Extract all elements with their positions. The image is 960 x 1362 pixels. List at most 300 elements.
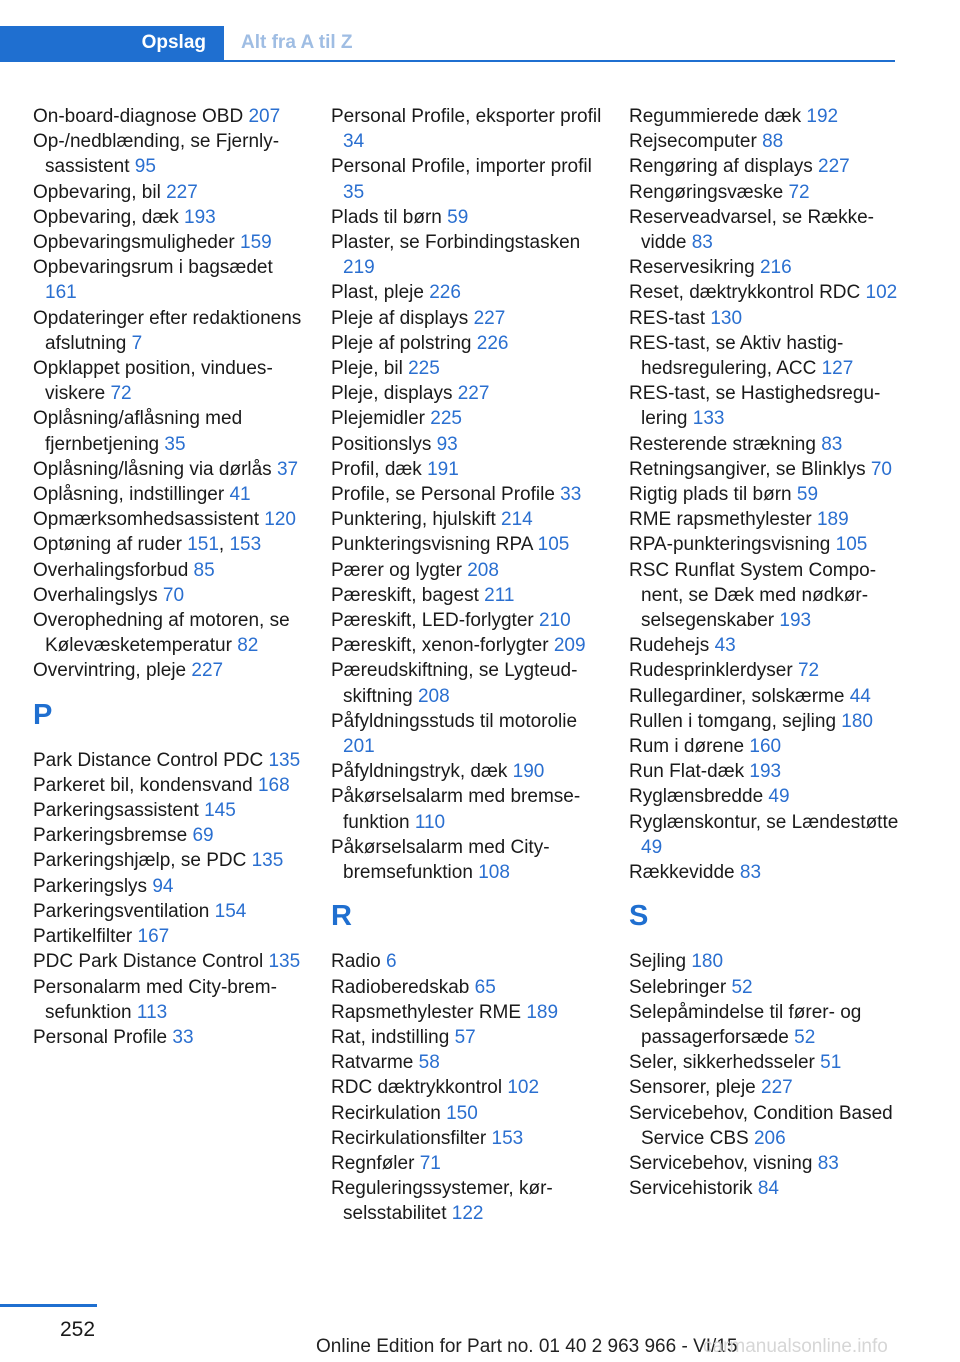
index-entry — [629, 432, 901, 457]
index-entry — [629, 633, 901, 658]
index-entry — [629, 684, 901, 709]
index-term: Pleje af displays — [331, 307, 469, 329]
index-term: Rudesprinklerdyser — [629, 660, 793, 682]
index-entry — [33, 255, 305, 305]
index-entry — [629, 949, 901, 974]
index-term: Oplåsning/aflåsning med fjernbetjening — [33, 408, 243, 455]
page-reference-link[interactable]: 83 — [739, 862, 762, 884]
page-reference-link[interactable]: 193 — [749, 761, 782, 783]
index-term: Påkørselsalarm med bremsefunktion — [331, 786, 581, 833]
page-reference-link[interactable]: 227 — [473, 307, 506, 329]
page-reference-link[interactable]: 35 — [164, 433, 186, 455]
index-term: Rejsecomputer — [629, 131, 757, 153]
index-entry — [33, 748, 305, 773]
index-term: Personalarm med City-bremsefunktion — [33, 976, 277, 1023]
page-reference-link[interactable]: 193 — [779, 610, 812, 632]
index-entry — [331, 709, 603, 759]
index-term: Rullen i tomgang, sejling — [629, 710, 837, 732]
index-entry — [331, 1101, 603, 1126]
index-term: Sejling — [629, 951, 687, 973]
page-reference-link[interactable]: 113 — [136, 1001, 168, 1023]
index-entry — [629, 154, 901, 179]
index-entry — [33, 205, 305, 230]
index-entry — [629, 1151, 901, 1176]
page-reference-link[interactable]: 59 — [447, 206, 469, 228]
index-entry — [331, 457, 603, 482]
page-reference-link[interactable]: 145 — [204, 800, 236, 822]
index-term: Reguleringssystemer, kørselsstabilitet — [331, 1178, 553, 1225]
index-term: Positionslys — [331, 433, 432, 455]
index-term: Punkteringsvisning RPA — [331, 534, 533, 556]
index-entry — [629, 860, 901, 885]
page-reference-link[interactable]: 180 — [841, 710, 873, 732]
page-reference-link[interactable]: 122 — [451, 1203, 484, 1225]
index-term: Rudehejs — [629, 635, 710, 657]
index-entry — [33, 773, 305, 798]
index-entry — [331, 975, 603, 1000]
page-reference-link[interactable]: 59 — [796, 484, 819, 506]
index-entry — [33, 823, 305, 848]
index-term: Personal Profile, importer profil — [331, 156, 592, 178]
page-reference-link[interactable]: 70 — [162, 584, 185, 606]
index-term: Personal Profile — [33, 1026, 168, 1048]
index-term: Resterende strækning — [629, 433, 816, 455]
index-term: Punktering, hjulskift — [331, 509, 496, 531]
index-term: Recirkulationsfilter — [331, 1127, 487, 1149]
index-term: Reservesikring — [629, 257, 755, 279]
page-reference-link[interactable]: 135 — [251, 850, 284, 872]
page-reference-link[interactable]: 34 — [343, 131, 365, 153]
index-term: Regnføler — [331, 1152, 415, 1174]
index-term: Plast, pleje — [331, 282, 424, 304]
page-reference-link[interactable]: 159 — [240, 232, 272, 254]
page-reference-link[interactable]: 167 — [137, 926, 170, 948]
index-term: Pærer og lygter — [331, 559, 462, 581]
index-entry — [629, 331, 901, 381]
index-term: Run Flat-dæk — [629, 761, 745, 783]
index-entry — [331, 331, 603, 356]
index-entry — [629, 482, 901, 507]
index-entry — [33, 608, 305, 658]
page-reference-link[interactable]: 153 — [229, 534, 262, 556]
index-entry — [331, 280, 603, 305]
index-entry — [331, 154, 603, 204]
index-entry — [629, 129, 901, 154]
index-entry — [629, 759, 901, 784]
index-term: Reset, dæktrykkontrol RDC — [629, 282, 861, 304]
index-column-2 — [331, 104, 603, 1227]
page-reference-link[interactable]: 219 — [343, 257, 375, 279]
index-term: Ryglænskontur, se Lændestøtte — [629, 811, 899, 833]
index-entry — [33, 129, 305, 179]
index-entry — [33, 356, 305, 406]
page-reference-link[interactable]: 82 — [237, 635, 259, 657]
index-entry — [331, 1176, 603, 1226]
index-entry — [331, 230, 603, 280]
index-entry — [629, 381, 901, 431]
page-reference-link[interactable]: 105 — [537, 534, 570, 556]
index-term: Opklappet position, vinduesviskere — [33, 358, 273, 405]
index-entry — [629, 457, 901, 482]
page-reference-link[interactable]: 83 — [817, 1152, 839, 1174]
page-reference-link[interactable]: 225 — [408, 358, 440, 380]
page-reference-link[interactable]: 93 — [436, 433, 458, 455]
index-entry — [629, 558, 901, 634]
page-reference-link[interactable]: 43 — [714, 635, 736, 657]
index-entry — [33, 406, 305, 456]
index-entry — [629, 1075, 901, 1100]
index-term: Opdateringer efter redaktionens afslutning — [33, 307, 302, 354]
index-term: Rum i dørene — [629, 736, 745, 758]
page-reference-link[interactable]: 108 — [478, 862, 510, 884]
index-entry — [33, 848, 305, 873]
index-entry — [331, 558, 603, 583]
index-entry — [331, 784, 603, 834]
page-reference-link[interactable]: 206 — [753, 1127, 786, 1149]
index-term: Rengøring af displays — [629, 156, 813, 178]
index-term: Selebringer — [629, 976, 727, 998]
index-term: RME rapsmethylester — [629, 509, 812, 531]
index-term: Radio — [331, 951, 381, 973]
page-reference-link[interactable]: 192 — [806, 106, 839, 127]
page-reference-link[interactable]: 37 — [276, 458, 299, 480]
page-reference-link[interactable]: 227 — [457, 383, 490, 405]
index-entry — [33, 658, 305, 683]
index-term: RES-tast — [629, 307, 706, 329]
index-term: Recirkulation — [331, 1102, 441, 1124]
index-entry — [629, 784, 901, 809]
page-reference-link[interactable]: 160 — [749, 736, 782, 758]
index-term: Overophedning af motoren, se Kølevæsketemperatur — [33, 610, 290, 657]
page-reference-link[interactable]: 214 — [501, 509, 533, 531]
index-term: Plaster, se Forbindingstasken — [331, 232, 581, 254]
page-reference-link[interactable]: 216 — [759, 257, 792, 279]
page-reference-link[interactable]: 72 — [797, 660, 820, 682]
index-term: Partikelfilter — [33, 926, 133, 948]
index-entry — [33, 899, 305, 924]
page-reference-link[interactable]: 135 — [268, 951, 301, 973]
index-entry — [629, 975, 901, 1000]
index-term: Op-/nedblænding, se Fjernlysassistent — [33, 131, 280, 178]
page-reference-link[interactable]: 85 — [193, 559, 215, 581]
index-entry — [331, 432, 603, 457]
index-entry — [331, 306, 603, 331]
index-term: Servicebehov, visning — [629, 1152, 813, 1174]
page-reference-link[interactable]: 150 — [446, 1102, 478, 1124]
index-entry — [33, 482, 305, 507]
index-term: Parkeringsventilation — [33, 900, 210, 922]
page-reference-link[interactable]: 110 — [414, 811, 446, 833]
index-entry — [629, 104, 901, 129]
page-reference-link[interactable]: 83 — [821, 433, 843, 455]
index-term: Pæreskift, LED-forlygter — [331, 610, 534, 632]
index-entry — [629, 507, 901, 532]
index-term: Opbevaring, bil — [33, 181, 161, 203]
index-entry — [331, 1025, 603, 1050]
edition-line: Online Edition for Part no. 01 40 2 963 966 - VI/15 — [316, 1336, 738, 1357]
index-term: Opbevaringsrum i bagsædet — [33, 257, 273, 279]
page-reference-link[interactable]: 72 — [110, 383, 132, 405]
page-reference-link[interactable]: 127 — [821, 358, 854, 380]
index-term: Parkeret bil, kondensvand — [33, 774, 253, 796]
index-entry — [331, 1075, 603, 1100]
index-term: Plejemidler — [331, 408, 425, 430]
index-term: Park Distance Control PDC — [33, 749, 264, 771]
index-entry — [629, 180, 901, 205]
tab-alt-fra-a-til-z[interactable]: Alt fra A til Z — [241, 32, 353, 53]
index-entry — [331, 507, 603, 532]
index-term: Overhalingsforbud — [33, 559, 189, 581]
index-term: PDC Park Distance Control — [33, 951, 264, 973]
index-entry — [331, 406, 603, 431]
index-entry — [331, 633, 603, 658]
page-reference-link[interactable]: 102 — [507, 1077, 540, 1099]
index-entry — [331, 949, 603, 974]
index-term: Optøning af ruder — [33, 534, 182, 556]
index-entry — [331, 1151, 603, 1176]
page-reference-link[interactable]: 33 — [172, 1026, 194, 1048]
index-term: Parkeringsbremse — [33, 825, 188, 847]
index-term: Ryglænsbredde — [629, 786, 764, 808]
index-entry — [33, 798, 305, 823]
index-entry — [331, 205, 603, 230]
page-reference-link[interactable]: 227 — [166, 181, 198, 203]
page-reference-link[interactable]: 130 — [710, 307, 743, 329]
index-term: Rat, indstilling — [331, 1026, 450, 1048]
index-entry — [331, 658, 603, 708]
index-entry — [331, 532, 603, 557]
page-reference-link[interactable]: 41 — [229, 484, 251, 506]
page-reference-link[interactable]: 227 — [191, 660, 224, 682]
index-entry — [629, 306, 901, 331]
index-term: RSC Runflat System Component, se Dæk med nødkørselsegenskaber — [629, 559, 877, 632]
index-term: RES-tast, se Hastighedsregulering — [629, 383, 881, 430]
index-term: Radioberedskab — [331, 976, 470, 998]
page-reference-link[interactable]: 65 — [474, 976, 496, 998]
index-entry — [33, 180, 305, 205]
index-term: Servicebehov, Condition Based Service CBS — [629, 1102, 893, 1149]
page-reference-link[interactable]: 151 — [187, 534, 219, 556]
index-term: Opbevaring, dæk — [33, 206, 179, 228]
index-term: Pleje, bil — [331, 358, 403, 380]
index-entry — [331, 759, 603, 784]
page-reference-link[interactable]: 51 — [820, 1052, 842, 1074]
index-term: Påfyldningsstuds til motorolie — [331, 710, 578, 732]
index-term: On-board-diagnose OBD — [33, 106, 244, 127]
page-reference-link[interactable]: 154 — [214, 900, 247, 922]
header-rule — [0, 60, 895, 62]
page-reference-link[interactable]: 105 — [835, 534, 868, 556]
index-entry — [331, 835, 603, 885]
page-reference-link[interactable]: 33 — [560, 484, 582, 506]
index-entry — [629, 658, 901, 683]
index-term: Retningsangiver, se Blinklys — [629, 458, 866, 480]
page-reference-link[interactable]: 161 — [45, 282, 77, 304]
page-reference-link[interactable]: 88 — [762, 131, 784, 153]
index-entry — [33, 924, 305, 949]
page-reference-link[interactable]: 227 — [818, 156, 850, 178]
page-reference-link[interactable]: 49 — [768, 786, 790, 808]
index-entry — [33, 949, 305, 974]
index-term: Oplåsning/låsning via dørlås — [33, 458, 272, 480]
index-entry — [629, 280, 901, 305]
page-reference-link[interactable]: 135 — [268, 749, 301, 771]
page-reference-link[interactable]: 84 — [757, 1178, 779, 1200]
index-term: Påfyldningstryk, dæk — [331, 761, 508, 783]
index-term: Pæreskift, xenon-forlygter — [331, 635, 549, 657]
index-entry — [629, 532, 901, 557]
index-entry — [331, 381, 603, 406]
page-reference-link[interactable]: 226 — [476, 332, 509, 354]
index-column-1 — [33, 104, 305, 1050]
index-term: Ratvarme — [331, 1052, 414, 1074]
page-reference-link[interactable]: 52 — [731, 976, 753, 998]
page-reference-link[interactable]: 6 — [385, 951, 397, 973]
index-entry — [331, 583, 603, 608]
index-term: Personal Profile, eksporter profil — [331, 106, 602, 127]
index-entry — [331, 1050, 603, 1075]
index-entry — [331, 1126, 603, 1151]
index-entry — [629, 810, 901, 860]
index-term: Pæreudskiftning, se Lygteudskiftning — [331, 660, 578, 707]
index-entry — [629, 255, 901, 280]
page-reference-link[interactable]: 211 — [484, 584, 515, 606]
index-entry — [629, 709, 901, 734]
index-entry — [629, 205, 901, 255]
page-reference-link[interactable]: 191 — [427, 458, 459, 480]
page-reference-link[interactable]: 208 — [417, 685, 450, 707]
index-entry — [33, 230, 305, 255]
index-term: Rullegardiner, solskærme — [629, 685, 845, 707]
page-reference-link[interactable]: 83 — [691, 232, 713, 254]
index-entry — [331, 1000, 603, 1025]
page-reference-link[interactable]: 168 — [257, 774, 290, 796]
index-term: Rigtig plads til børn — [629, 484, 792, 506]
page-reference-link[interactable]: 72 — [788, 181, 810, 203]
page-reference-link[interactable]: 58 — [418, 1052, 440, 1074]
page-reference-link[interactable]: 189 — [816, 509, 849, 531]
page-reference-link[interactable]: 153 — [491, 1127, 524, 1149]
index-entry — [33, 975, 305, 1025]
index-term: Opmærksomhedsassistent — [33, 509, 259, 531]
index-entry: Optøning af ruder 151, 153 — [33, 534, 262, 556]
index-entry — [331, 608, 603, 633]
index-entry — [629, 734, 901, 759]
index-term: Parkeringsassistent — [33, 800, 199, 822]
page-reference-link[interactable]: 201 — [343, 736, 375, 758]
index-term: Rækkevidde — [629, 862, 735, 884]
page-reference-link[interactable]: 95 — [134, 156, 156, 178]
page-reference-link[interactable]: 57 — [454, 1026, 476, 1048]
index-term: Selepåmindelse til fører- og passagerforsæde — [629, 1001, 862, 1048]
page-reference-link[interactable]: 180 — [691, 951, 724, 973]
index-entry — [33, 874, 305, 899]
section-letter: R — [331, 900, 352, 933]
page-reference-link[interactable]: 189 — [526, 1001, 559, 1023]
index-entry — [33, 558, 305, 583]
index-term: Rengøringsvæske — [629, 181, 784, 203]
index-term: Plads til børn — [331, 206, 442, 228]
index-term: Reserveadvarsel, se Rækkevidde — [629, 206, 874, 254]
index-term: Profile, se Personal Profile — [331, 484, 555, 506]
page-reference-link[interactable]: 207 — [248, 106, 281, 127]
index-term: Sensorer, pleje — [629, 1077, 756, 1099]
page-reference-link[interactable]: 225 — [430, 408, 462, 430]
page-reference-link[interactable]: 190 — [512, 761, 545, 783]
index-term: Servicehistorik — [629, 1178, 753, 1200]
index-term: Overvintring, pleje — [33, 660, 187, 682]
index-entry — [33, 306, 305, 356]
page-reference-link[interactable]: 210 — [539, 610, 571, 632]
index-term: Pleje af polstring — [331, 332, 472, 354]
page-reference-link[interactable]: 226 — [429, 282, 461, 304]
index-entry — [33, 104, 305, 129]
page-reference-link[interactable]: 133 — [692, 408, 725, 430]
page-reference-link[interactable]: 69 — [192, 825, 214, 847]
watermark: carmanualsonline.info — [703, 1336, 888, 1357]
index-term: Pæreskift, bagest — [331, 584, 479, 606]
index-term: Parkeringslys — [33, 875, 148, 897]
index-term: Oplåsning, indstillinger — [33, 484, 225, 506]
page-reference-link[interactable]: 71 — [419, 1152, 441, 1174]
index-entry — [629, 1050, 901, 1075]
index-entry — [33, 583, 305, 608]
section-letter: S — [629, 900, 649, 933]
page-reference-link[interactable]: 7 — [131, 332, 143, 354]
index-entry — [629, 1101, 901, 1151]
index-term: Opbevaringsmuligheder — [33, 232, 235, 254]
page-reference-link[interactable]: 49 — [641, 836, 663, 858]
index-term: RPA-punkteringsvisning — [629, 534, 831, 556]
page-reference-link[interactable]: 193 — [184, 206, 216, 228]
index-entry — [629, 1176, 901, 1201]
page-reference-link[interactable]: 94 — [152, 875, 174, 897]
index-term: Overhalingslys — [33, 584, 158, 606]
index-term: Rapsmethylester RME — [331, 1001, 522, 1023]
index-term: Parkeringshjælp, se PDC — [33, 850, 247, 872]
page-reference-link[interactable]: 209 — [553, 635, 586, 657]
page-reference-link[interactable]: 208 — [467, 559, 499, 581]
index-entry — [33, 1025, 305, 1050]
index-term: Pleje, displays — [331, 383, 453, 405]
index-column-3 — [629, 104, 901, 1201]
page-reference-link[interactable]: 120 — [264, 509, 296, 531]
index-term: RDC dæktrykkontrol — [331, 1077, 503, 1099]
page-reference-link[interactable]: 44 — [849, 685, 871, 707]
index-entry — [33, 507, 305, 532]
page-number: 252 — [60, 1318, 96, 1341]
index-entry — [629, 1000, 901, 1050]
page-reference-link[interactable]: 102 — [865, 282, 898, 304]
index-entry — [331, 356, 603, 381]
page-reference-link[interactable]: 35 — [343, 181, 365, 203]
index-entry — [331, 104, 603, 154]
page-reference-link[interactable]: 52 — [794, 1026, 816, 1048]
header-tabbar — [0, 26, 895, 62]
index-entry — [33, 457, 305, 482]
footer-rule — [0, 1304, 97, 1307]
index-entry — [331, 482, 603, 507]
section-letter: P — [33, 698, 53, 731]
index-term: Profil, dæk — [331, 458, 422, 480]
index-term: Påkørselsalarm med City-bremsefunktion — [331, 836, 550, 884]
tab-opslag[interactable]: Opslag — [0, 26, 224, 62]
index-term: RES-tast, se Aktiv hastighedsregulering, ACC — [629, 332, 844, 380]
page-reference-link[interactable]: 70 — [870, 458, 892, 480]
index-term: Seler, sikkerhedsseler — [629, 1052, 815, 1074]
page-reference-link[interactable]: 227 — [761, 1077, 793, 1099]
index-term: Regummierede dæk — [629, 106, 802, 127]
